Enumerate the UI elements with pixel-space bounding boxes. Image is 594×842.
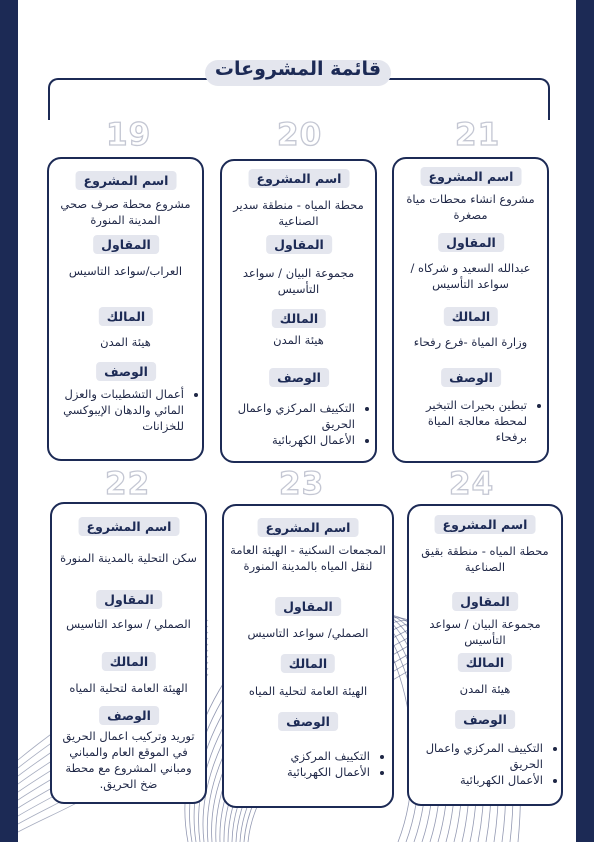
owner-value: الهيئة العامة لتحلية المياه (69, 681, 188, 695)
project-card (47, 157, 204, 461)
owner-label: المالك (99, 307, 153, 326)
description-list (228, 400, 369, 448)
description-list (51, 386, 198, 434)
owner-label: المالك (444, 307, 498, 326)
description-text: توريد وتركيب اعمال الحريق في الموقع العام والمباني ومباني المشروع مع محطة ضخ الحريق. (62, 729, 195, 791)
description-label: الوصف (269, 368, 329, 387)
project-name: مشروع انشاء محطات مياة مصغرة (406, 192, 535, 222)
owner-value: هيئة المدن (100, 335, 151, 349)
description-item: • الأعمال الكهربائية (413, 772, 543, 788)
description-label: الوصف (96, 362, 156, 381)
description-label: الوصف (441, 368, 501, 387)
project-card (222, 504, 394, 808)
project-number: 24 (449, 466, 495, 502)
project-name: سكن التحلية بالمدينة المنورة (60, 551, 197, 565)
project-number: 19 (106, 117, 152, 153)
project-card (392, 157, 549, 463)
contractor-value: العراب/سواعد التاسيس (68, 264, 183, 278)
project-card (220, 159, 377, 463)
owner-label: المالك (281, 654, 335, 673)
description-item: • التكييف المركزي واعمال الحريق (413, 740, 543, 772)
contractor-label: المقاول (275, 597, 341, 616)
left-border-bar (0, 0, 18, 842)
description-label: الوصف (278, 712, 338, 731)
right-border-bar (576, 0, 594, 842)
description-label: الوصف (99, 706, 159, 725)
description-item: • الأعمال الكهربائية (228, 432, 355, 448)
project-name: محطة المياه - منطقة بقيق الصناعية (421, 544, 549, 574)
project-name-label: اسم المشروع (435, 515, 536, 534)
project-name: المجمعات السكنية - الهيئة العامة لنقل المياه بالمدينة المنورة (230, 543, 386, 573)
project-name-label: اسم المشروع (76, 171, 177, 190)
contractor-value: الصملي / سواعد التاسيس (66, 617, 191, 631)
owner-label: المالك (458, 653, 512, 672)
project-number: 23 (279, 466, 325, 502)
owner-value: الهيئة العامة لتحلية المياه (248, 684, 368, 698)
description-item: • تبطين بحيرات التبخير لمحطة معالجة المياة برفحاء (400, 397, 527, 445)
contractor-label: المقاول (93, 235, 159, 254)
project-name: مشروع محطة صرف صحي المدينة المنورة (60, 197, 191, 227)
contractor-value: مجموعة البيان / سواعد التأسيس (429, 617, 541, 647)
contractor-label: المقاول (438, 233, 504, 252)
description-item: • التكييف المركزي (254, 748, 370, 764)
contractor-value: الصملي/ سواعد التاسيس (247, 626, 369, 640)
owner-label: المالك (102, 652, 156, 671)
project-name: محطة المياه - منطقة سدير الصناعية (233, 198, 364, 228)
project-number: 21 (455, 117, 501, 153)
contractor-value: مجموعة البيان / سواعد التأسيس (242, 266, 355, 296)
project-number: 22 (105, 466, 151, 502)
project-name-label: اسم المشروع (79, 517, 180, 536)
owner-value: هيئة المدن (273, 333, 324, 347)
description-label: الوصف (455, 710, 515, 729)
description-list (400, 397, 541, 445)
contractor-label: المقاول (96, 590, 162, 609)
description-list (413, 740, 557, 788)
project-number: 20 (277, 117, 323, 153)
description-item: • الأعمال الكهربائية (254, 764, 370, 780)
project-name-label: اسم المشروع (249, 169, 350, 188)
project-name-label: اسم المشروع (258, 518, 359, 537)
description-item: • أعمال التشطيبات والعزل المائي والدهان الإيبوكسي للخزانات (51, 386, 184, 434)
contractor-label: المقاول (452, 592, 518, 611)
contractor-value: عبدالله السعيد و شركاه / سواعد التأسيس (410, 261, 531, 291)
project-card (407, 504, 563, 806)
description-item: • التكييف المركزي واعمال الحريق (228, 400, 355, 432)
description-list (254, 748, 384, 780)
contractor-label: المقاول (266, 235, 332, 254)
owner-value: هيئة المدن (459, 682, 511, 696)
project-card (50, 502, 207, 804)
project-name-label: اسم المشروع (421, 167, 522, 186)
page-title: قائمة المشروعات (214, 58, 382, 80)
owner-label: المالك (272, 309, 326, 328)
owner-value: وزارة المياة -فرع رفحاء (413, 335, 528, 349)
